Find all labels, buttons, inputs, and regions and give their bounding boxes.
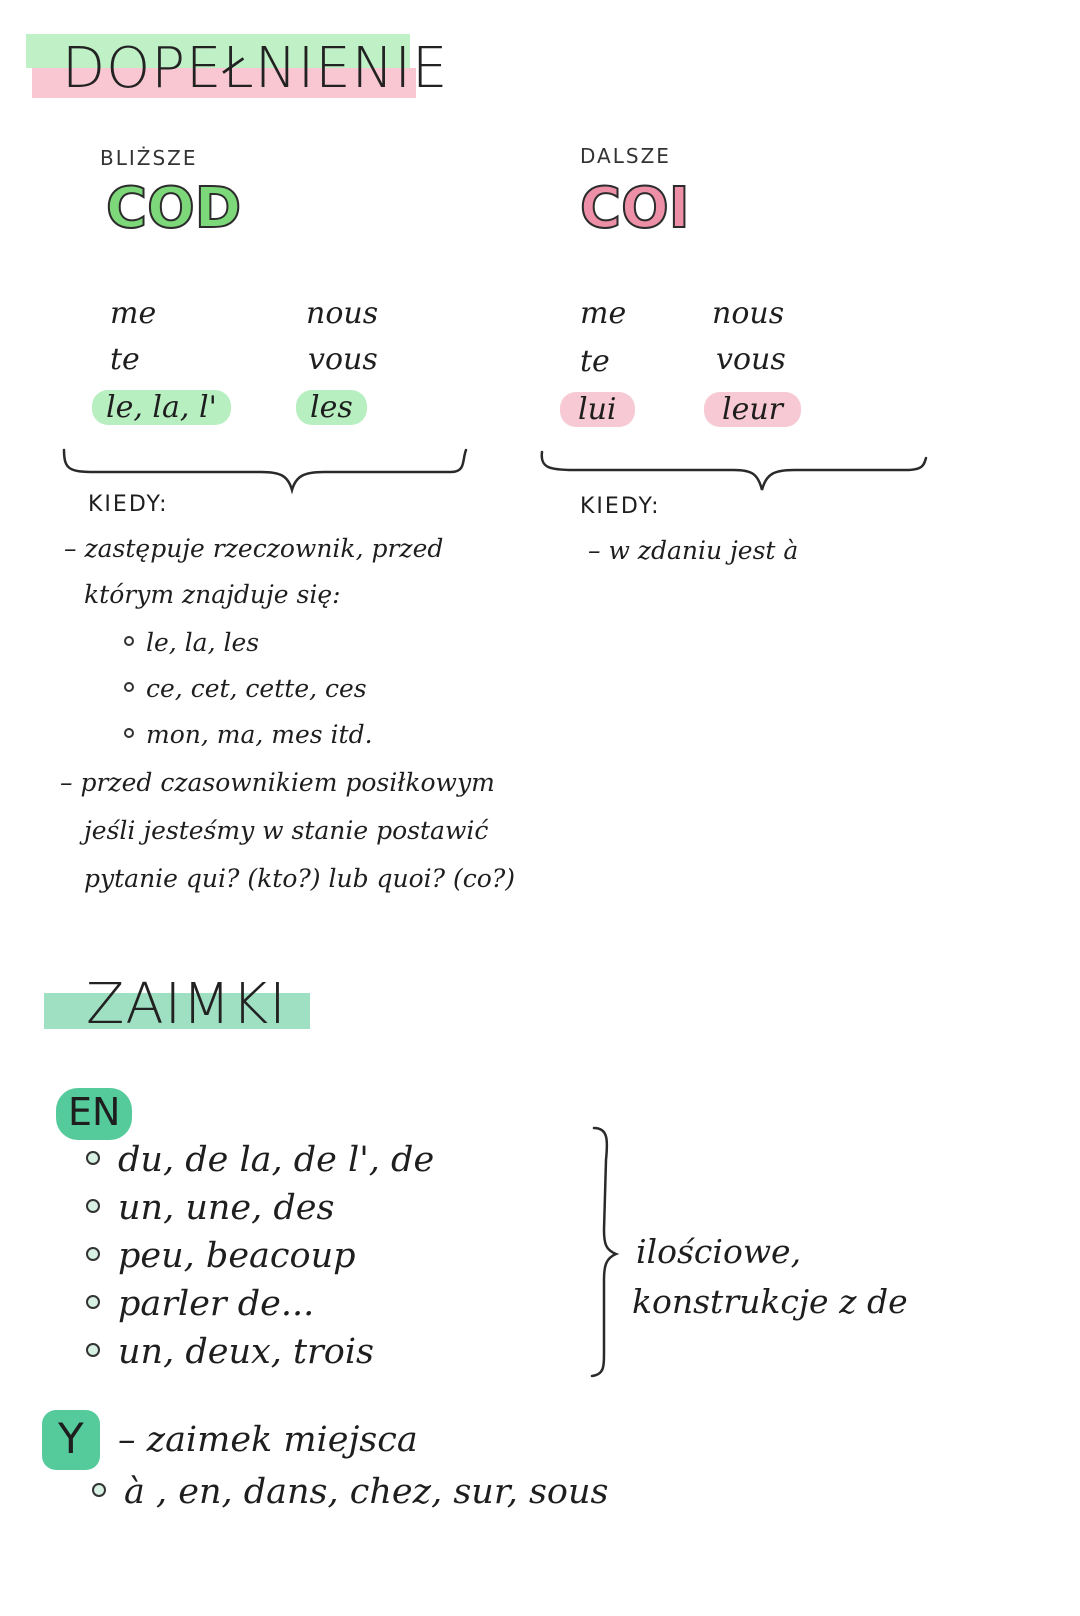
coi-pronoun-me: me: [580, 296, 627, 331]
page-title-block: [26, 34, 449, 104]
y-description: – zaimek miejsca: [118, 1420, 418, 1460]
bullet-dot: [86, 1199, 100, 1213]
en-badge-label: EN: [68, 1090, 121, 1134]
en-item-1: [86, 1140, 434, 1180]
en-item-2: [86, 1188, 334, 1228]
en-item-5: [86, 1332, 374, 1372]
page-title: DOPEŁNIENIE: [62, 36, 449, 101]
cod-rule-line-3: – przed czasownikiem posiłkowym: [60, 768, 495, 797]
cod-rule-bullet-1: [124, 628, 259, 657]
bullet-dot: [86, 1247, 100, 1261]
bullet-dot: [124, 636, 134, 646]
en-note-line-1: ilościowe,: [636, 1232, 802, 1271]
en-right-brace: [582, 1120, 632, 1382]
cod-when-label: KIEDY:: [88, 492, 169, 517]
bullet-dot: [92, 1483, 106, 1497]
cod-subtitle: BLIŻSZE: [100, 146, 198, 170]
cod-pronoun-te: te: [110, 342, 140, 377]
coi-pronoun-lui: lui: [560, 392, 635, 427]
bullet-dot: [124, 682, 134, 692]
cod-rule-bullet-3: [124, 720, 373, 749]
en-item-2-text: un, une, des: [118, 1188, 335, 1228]
cod-rule-bullet-3-text: mon, ma, mes itd.: [146, 720, 373, 749]
cod-pronoun-vous: vous: [308, 342, 378, 377]
en-item-4: [86, 1284, 314, 1324]
coi-curly-brace: [534, 446, 934, 498]
en-item-5-text: un, deux, trois: [118, 1332, 375, 1372]
cod-pronoun-me: me: [110, 296, 157, 331]
cod-rule-line-2: którym znajduje się:: [84, 580, 341, 609]
cod-rule-line-5: pytanie qui? (kto?) lub quoi? (co?): [84, 864, 515, 893]
bullet-dot: [86, 1343, 100, 1357]
coi-when-label: KIEDY:: [580, 494, 661, 519]
en-item-1-text: du, de la, de l', de: [118, 1140, 435, 1180]
bullet-dot: [86, 1151, 100, 1165]
en-note-line-2: konstrukcje z de: [632, 1282, 908, 1321]
coi-pronoun-nous: nous: [712, 296, 785, 331]
coi-heading: COI: [580, 176, 690, 241]
y-item-text: à , en, dans, chez, sur, sous: [124, 1472, 609, 1512]
zaimki-title: ZAIMKI: [86, 972, 287, 1037]
bullet-dot: [124, 728, 134, 738]
cod-pronoun-le-la-l: le, la, l': [92, 390, 231, 425]
coi-pronoun-te: te: [580, 344, 610, 379]
coi-pronoun-vous: vous: [716, 342, 786, 377]
y-badge-label: Y: [58, 1414, 84, 1463]
cod-heading: COD: [106, 176, 242, 241]
cod-rule-bullet-2-text: ce, cet, cette, ces: [146, 674, 367, 703]
en-item-4-text: parler de...: [118, 1284, 315, 1324]
coi-subtitle: DALSZE: [580, 144, 671, 168]
coi-rule-line: – w zdaniu jest à: [588, 536, 799, 565]
cod-rule-bullet-2: [124, 674, 367, 703]
y-item: [92, 1472, 609, 1512]
cod-rule-line-1: – zastępuje rzeczownik, przed: [64, 534, 444, 563]
cod-pronoun-nous: nous: [306, 296, 379, 331]
cod-pronoun-les: les: [296, 390, 367, 425]
cod-rule-bullet-1-text: le, la, les: [146, 628, 260, 657]
cod-curly-brace: [56, 440, 476, 500]
en-item-3: [86, 1236, 356, 1276]
coi-pronoun-leur: leur: [704, 392, 801, 427]
en-item-3-text: peu, beacoup: [118, 1236, 356, 1276]
cod-rule-line-4: jeśli jesteśmy w stanie postawić: [84, 816, 489, 845]
bullet-dot: [86, 1295, 100, 1309]
